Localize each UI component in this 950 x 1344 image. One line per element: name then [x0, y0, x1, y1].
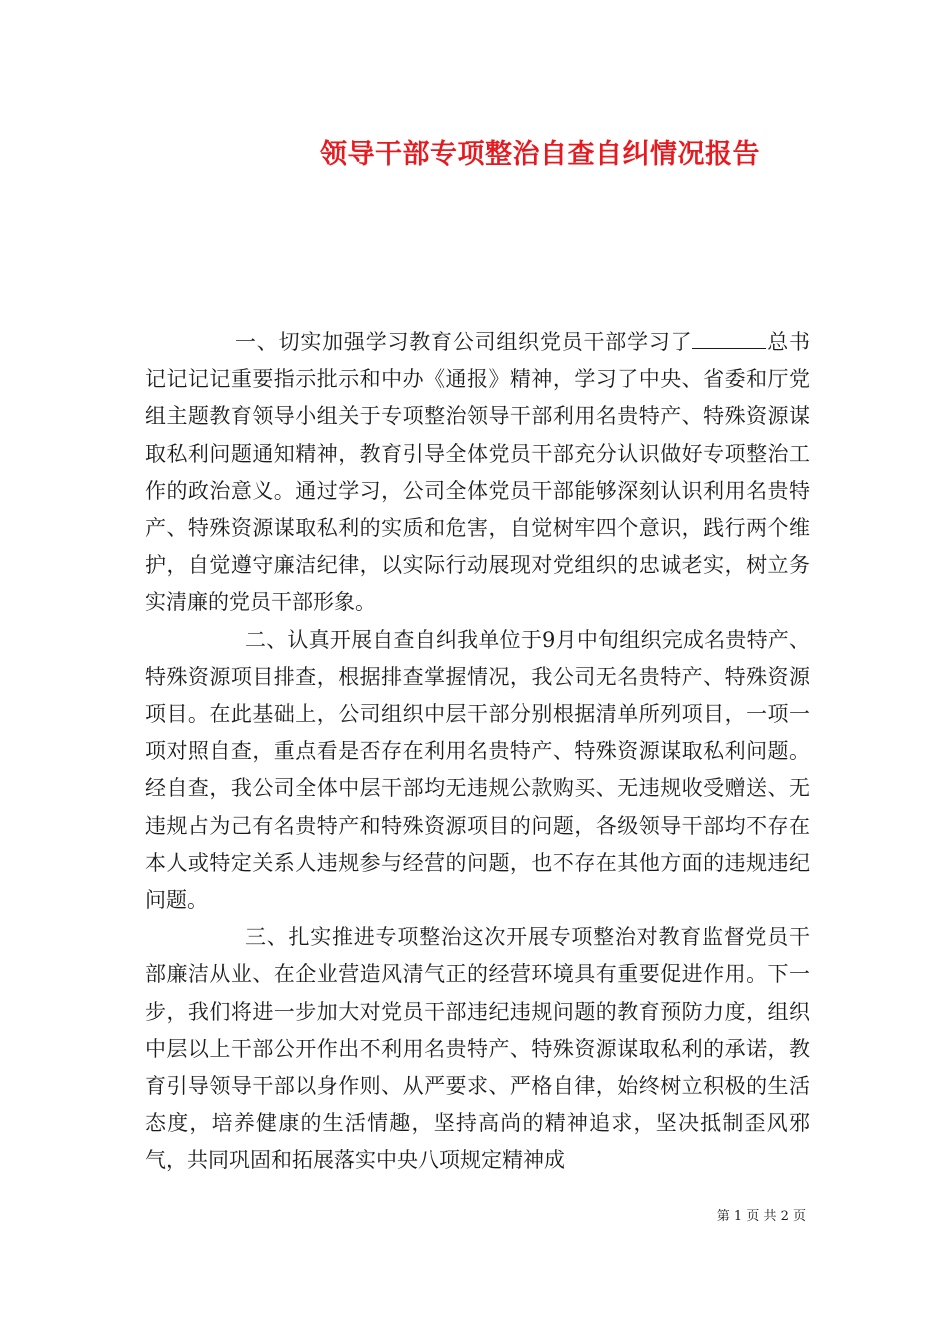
paragraph-2: 二、认真开展自查自纠我单位于9月中旬组织完成名贵特产、特殊资源项目排查，根据排查掌握情况，我公司无名贵特产、特殊资源项目。在此基础上，公司组织中层干部分别根据清单所列项目，一项一项对照自查，重点看是否存在利用名贵特产、特殊资源谋取私利问题。经自查，我公司全体中层干部均无违规公款购买、无违规收受赠送、无违规占为己有名贵特产和特殊资源项目的问题，各级领导干部均不存在本人或特定关系人违规参与经营的问题，也不存在其他方面的违规违纪问题。	[145, 627, 810, 913]
page-number: 第 1 页 共 2 页	[716, 1209, 806, 1224]
paragraph-3: 三、扎实推进专项整治这次开展专项整治对教育监督党员干部廉洁从业、在企业营造风清气正的经营环境具有重要促进作用。下一步，我们将进一步加大对党员干部违纪违规问题的教育预防力度，组织中层以上干部公开作出不利用名贵特产、特殊资源谋取私利的承诺，教育引导领导干部以身作则、从严要求、严格自律，始终树立积极的生活态度，培养健康的生活情趣，坚持高尚的精神追求，坚决抵制歪风邪气，共同巩固和拓展落实中央八项规定精神成	[145, 925, 810, 1173]
fill-in-blank	[692, 330, 766, 349]
document-body	[145, 324, 810, 1180]
document-title: 领导干部专项整治自查自纠情况报告	[320, 139, 760, 170]
paragraph-1-rest: 总书记记记记重要指示批示和中办《通报》精神，学习了中央、省委和厅党组主题教育领导小组关于专项整治领导干部利用名贵特产、特殊资源谋取私利问题通知精神，教育引导全体党员干部充分认识做好专项整治工作的政治意义。通过学习，公司全体党员干部能够深刻认识利用名贵特产、特殊资源谋取私利的实质和危害，自觉树牢四个意识，践行两个维护，自觉遵守廉洁纪律，以实际行动展现对党组织的忠诚老实，树立务实清廉的党员干部形象。	[145, 330, 811, 615]
paragraph-1-lead: 一、切实加强学习教育公司组织党员干部学习了	[235, 330, 693, 354]
paragraph-1	[145, 324, 810, 622]
